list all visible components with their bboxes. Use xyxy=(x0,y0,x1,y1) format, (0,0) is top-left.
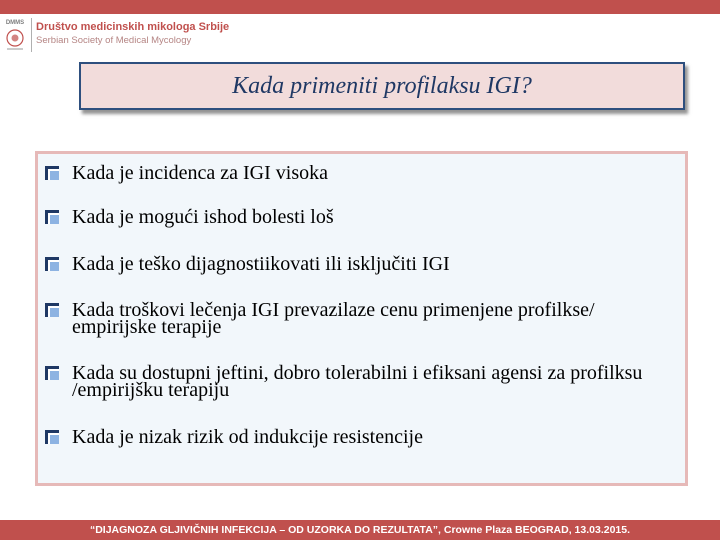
bullet-icon xyxy=(45,210,59,224)
bullet-item xyxy=(45,253,665,275)
bullet-icon xyxy=(45,366,59,380)
bullet-item xyxy=(45,362,665,401)
slide-title: Kada primeniti profilaksu IGI? xyxy=(232,72,532,99)
bullet-item xyxy=(45,299,665,338)
society-name: Društvo medicinskih mikologa Srbije xyxy=(36,21,230,33)
logo-text: DMMS xyxy=(5,20,25,26)
bullet-item xyxy=(45,206,665,228)
bullet-text: Kada je mogući ishod bolesti loš xyxy=(72,206,334,228)
bullet-text: Kada je nizak rizik od indukcije resistencije xyxy=(72,426,423,448)
top-accent-bar xyxy=(0,0,720,14)
bullet-item xyxy=(45,426,665,448)
bullet-text: Kada su dostupni jeftini, dobro tolerabilni i efiksani agensi za profilksu /empirijšku terapiju xyxy=(72,362,643,401)
bullet-text: Kada troškovi lečenja IGI prevazilaze cenu primenjene profilkse/ empirijske terapije xyxy=(72,299,595,338)
bullet-icon xyxy=(45,166,59,180)
society-subtitle: Serbian Society of Medical Mycology xyxy=(36,35,192,46)
bullet-icon xyxy=(45,430,59,444)
content-panel xyxy=(35,151,688,486)
logo-divider xyxy=(31,18,32,52)
slide-title-box xyxy=(79,62,685,110)
footer-text: “DIJAGNOZA GLJIVIČNIH INFEKCIJA – OD UZORKA DO REZULTATA”, Crowne Plaza BEOGRAD, 13.03.2015. xyxy=(89,524,631,536)
footer-bar xyxy=(0,520,720,540)
society-logo xyxy=(2,17,28,53)
bullet-icon xyxy=(45,303,59,317)
bullet-icon xyxy=(45,257,59,271)
bullet-item xyxy=(45,162,665,184)
bullet-text: Kada je incidenca za IGI visoka xyxy=(72,162,328,184)
bullet-text: Kada je teško dijagnostiikovati ili isključiti IGI xyxy=(72,253,450,275)
